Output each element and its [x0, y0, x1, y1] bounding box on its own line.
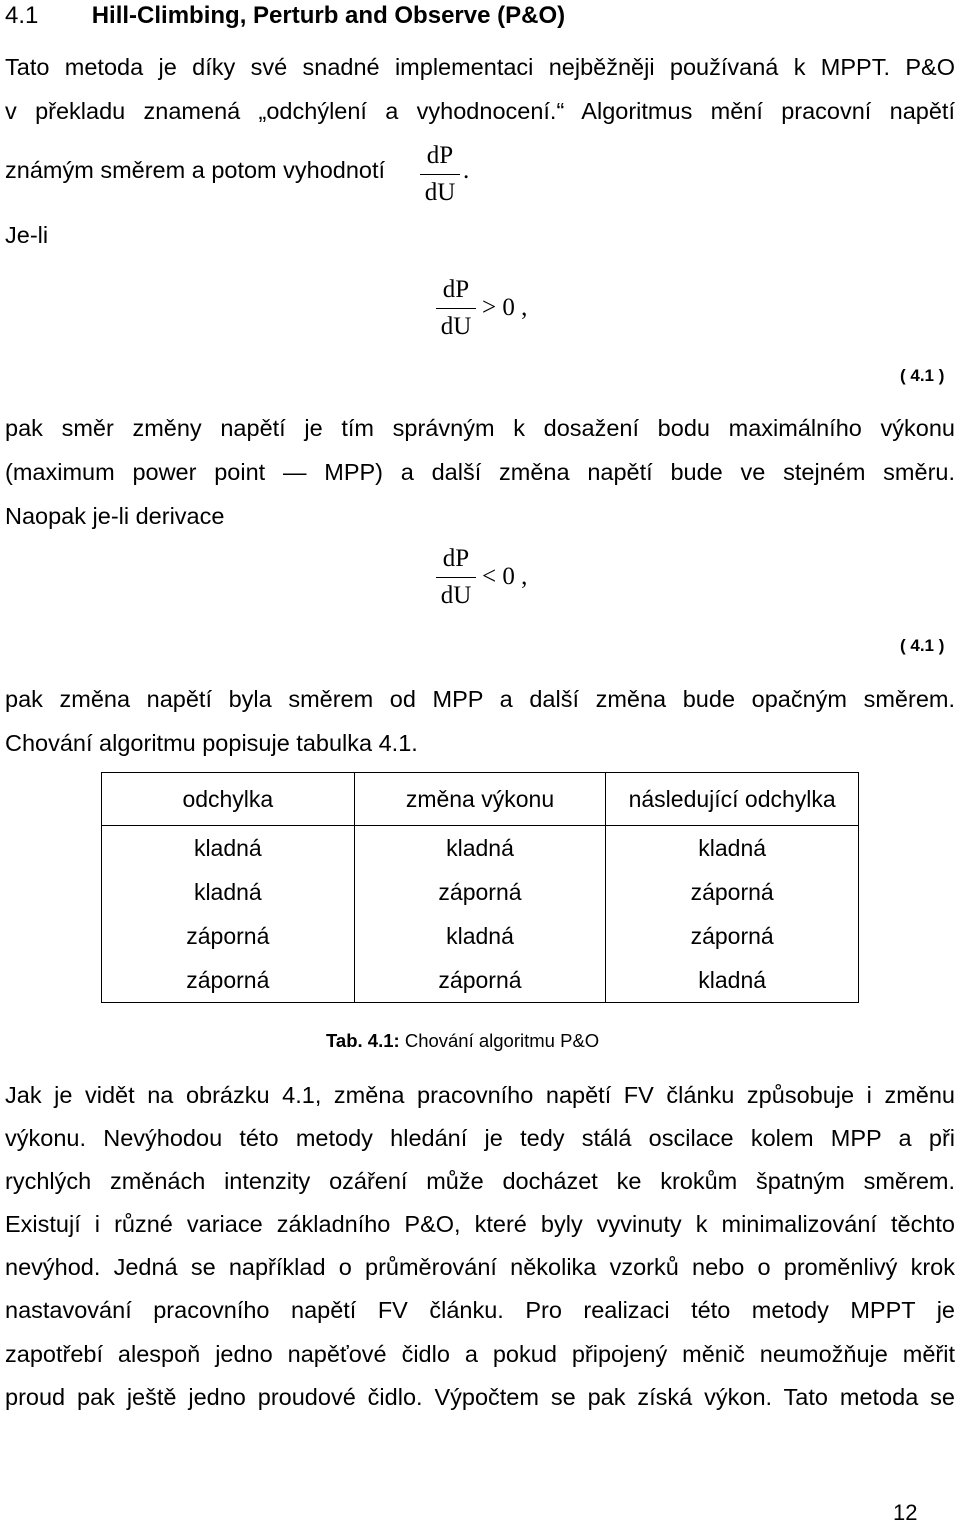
algorithm-table	[101, 772, 859, 1003]
je-li-label: Je-li	[5, 222, 49, 248]
table-row	[102, 870, 859, 914]
table-row	[102, 958, 859, 1003]
equation-1-number: ( 4.1 )	[900, 366, 945, 385]
page-number: 12	[893, 1500, 918, 1525]
equation-2-number: ( 4.1 )	[900, 636, 945, 655]
section-heading	[5, 2, 565, 30]
table-cell: záporná	[354, 958, 606, 1003]
table-caption	[326, 1030, 599, 1052]
para3-line-2: Chování algoritmu popisuje tabulka 4.1.	[5, 730, 418, 756]
para3-line-1: pak změna napětí byla směrem od MPP a další změna bude opačným směrem.	[5, 686, 955, 712]
para4-line-7: zapotřebí alespoň jedno napěťové čidlo a pokud připojený měnič neumožňuje měřit	[5, 1341, 955, 1367]
para2-line-3: Naopak je-li derivace	[5, 503, 225, 529]
table-cell: záporná	[102, 914, 355, 958]
table-cell: kladná	[354, 826, 606, 871]
table-row	[102, 826, 859, 871]
table-row	[102, 914, 859, 958]
table-cell: kladná	[606, 958, 859, 1003]
table-cell: záporná	[606, 914, 859, 958]
table-header-cell: změna výkonu	[354, 773, 606, 826]
table-cell: záporná	[102, 958, 355, 1003]
intro-line-2: v překladu znamená „odchýlení a vyhodnocení.“ Algoritmus mění pracovní napětí	[5, 98, 955, 124]
table-cell: záporná	[354, 870, 606, 914]
equation-2-fraction	[436, 545, 476, 610]
table-cell: kladná	[102, 826, 355, 871]
para4-line-3: rychlých změnách intenzity ozáření může docházet ke krokům špatným směrem.	[5, 1168, 955, 1194]
intro-line-1: Tato metoda je díky své snadné implementaci nejběžněji používaná k MPPT. P&O	[5, 54, 955, 80]
equation-1-relation: > 0 ,	[482, 294, 528, 321]
para4-line-8: proud pak ještě jedno proudové čidlo. Výpočtem se pak získá výkon. Tato metoda se	[5, 1384, 955, 1410]
table-header-row	[102, 773, 859, 826]
caption-label: Tab. 4.1:	[326, 1030, 400, 1051]
equation-1-fraction	[436, 276, 476, 341]
eq2-denominator: dU	[440, 582, 472, 609]
intro-period: .	[463, 157, 470, 184]
para4-line-5: nevýhod. Jedná se například o průměrování několika vzorků nebo o proměnlivý krok	[5, 1254, 955, 1280]
para4-line-1: Jak je vidět na obrázku 4.1, změna pracovního napětí FV článku způsobuje i změnu	[5, 1082, 955, 1108]
derivative-numerator: dP	[420, 142, 460, 175]
caption-text: Chování algoritmu P&O	[399, 1030, 600, 1051]
para4-line-2: výkonu. Nevýhodou této metody hledání je tedy stálá oscilace kolem MPP a při	[5, 1125, 955, 1151]
table-cell: kladná	[606, 826, 859, 871]
section-number: 4.1	[5, 2, 39, 29]
equation-2-relation: < 0 ,	[482, 563, 528, 590]
table-cell: kladná	[354, 914, 606, 958]
inline-derivative	[420, 142, 460, 207]
table-cell: záporná	[606, 870, 859, 914]
intro-line-3: známým směrem a potom vyhodnotí	[5, 157, 386, 183]
eq1-numerator: dP	[436, 276, 476, 309]
table-header-cell: odchylka	[102, 773, 355, 826]
eq2-numerator: dP	[436, 545, 476, 578]
para2-line-2: (maximum power point — MPP) a další změna napětí bude ve stejném směru.	[5, 459, 955, 485]
para4-line-4: Existují i různé variace základního P&O, které byly vyvinuty k minimalizování těchto	[5, 1211, 955, 1237]
table-header-cell: následující odchylka	[606, 773, 859, 826]
table-cell: kladná	[102, 870, 355, 914]
para2-line-1: pak směr změny napětí je tím správným k dosažení bodu maximálního výkonu	[5, 415, 955, 441]
derivative-denominator: dU	[424, 179, 456, 206]
para4-line-6: nastavování pracovního napětí FV článku. Pro realizaci této metody MPPT je	[5, 1297, 955, 1323]
eq1-denominator: dU	[440, 313, 472, 340]
section-title: Hill-Climbing, Perturb and Observe (P&O)	[91, 2, 566, 29]
